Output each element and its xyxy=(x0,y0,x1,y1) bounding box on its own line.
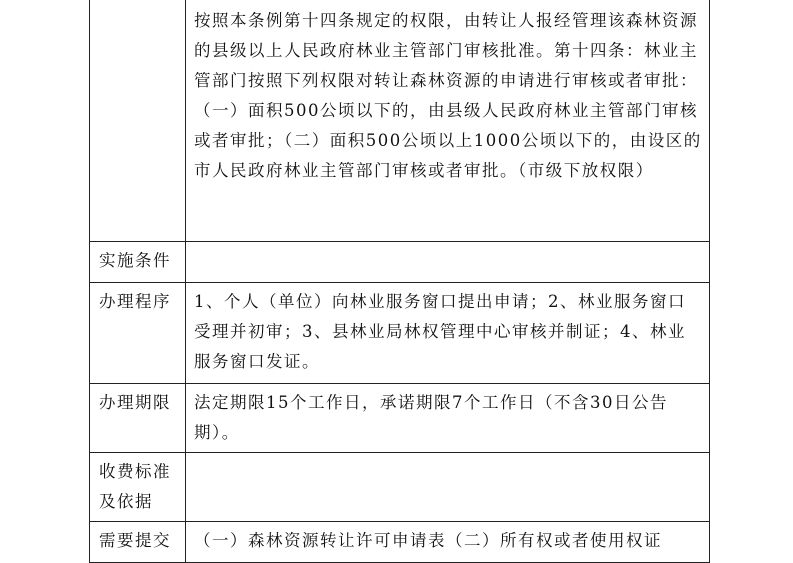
table-row-legal-basis-continued xyxy=(90,0,710,242)
row-content-cell xyxy=(186,0,710,242)
row-content-cell xyxy=(186,283,710,384)
row-content-cell xyxy=(186,453,710,522)
row-label: 需要提交 xyxy=(99,531,171,550)
table-row-fees xyxy=(90,453,710,522)
row-label-cell xyxy=(90,522,186,563)
row-content-cell xyxy=(186,522,710,563)
row-content xyxy=(186,242,709,246)
row-label-cell xyxy=(90,453,186,522)
table-row-conditions xyxy=(90,242,710,283)
row-label: 办理程序 xyxy=(99,292,171,311)
row-label-cell xyxy=(90,283,186,384)
row-content-cell xyxy=(186,242,710,283)
row-content: 法定期限15个工作日，承诺期限7个工作日（不含30日公告期）。 xyxy=(194,393,668,442)
row-content: （一）森林资源转让许可申请表（二）所有权或者使用权证 xyxy=(194,531,662,550)
row-label xyxy=(90,0,185,3)
row-label: 办理期限 xyxy=(99,393,171,412)
row-label-cell xyxy=(90,384,186,453)
row-label: 收费标准及依据 xyxy=(99,462,171,511)
row-content: 1、个人（单位）向林业服务窗口提出申请；2、林业服务窗口受理并初审；3、县林业局林权管理中心审核并制证；4、林业服务窗口发证。 xyxy=(194,292,686,371)
table-row-time-limit xyxy=(90,384,710,453)
service-info-table xyxy=(89,0,710,563)
table-row-procedure xyxy=(90,283,710,384)
row-label: 实施条件 xyxy=(99,251,171,270)
row-content xyxy=(186,453,709,457)
row-label-cell xyxy=(90,242,186,283)
row-label-cell xyxy=(90,0,186,242)
row-content: 按照本条例第十四条规定的权限，由转让人报经管理该森林资源的县级以上人民政府林业主管部门审核批准。第十四条：林业主管部门按照下列权限对转让森林资源的申请进行审核或者审批：（一）面积500公顷以下的，由县级人民政府林业主管部门审核或者审批；（二）面积500公顷以上1000公顷以下的，由设区的市人民政府林业主管部门审核或者审批。（市级下放权限） xyxy=(194,11,702,180)
row-content-cell xyxy=(186,384,710,453)
table-row-required-materials xyxy=(90,522,710,563)
